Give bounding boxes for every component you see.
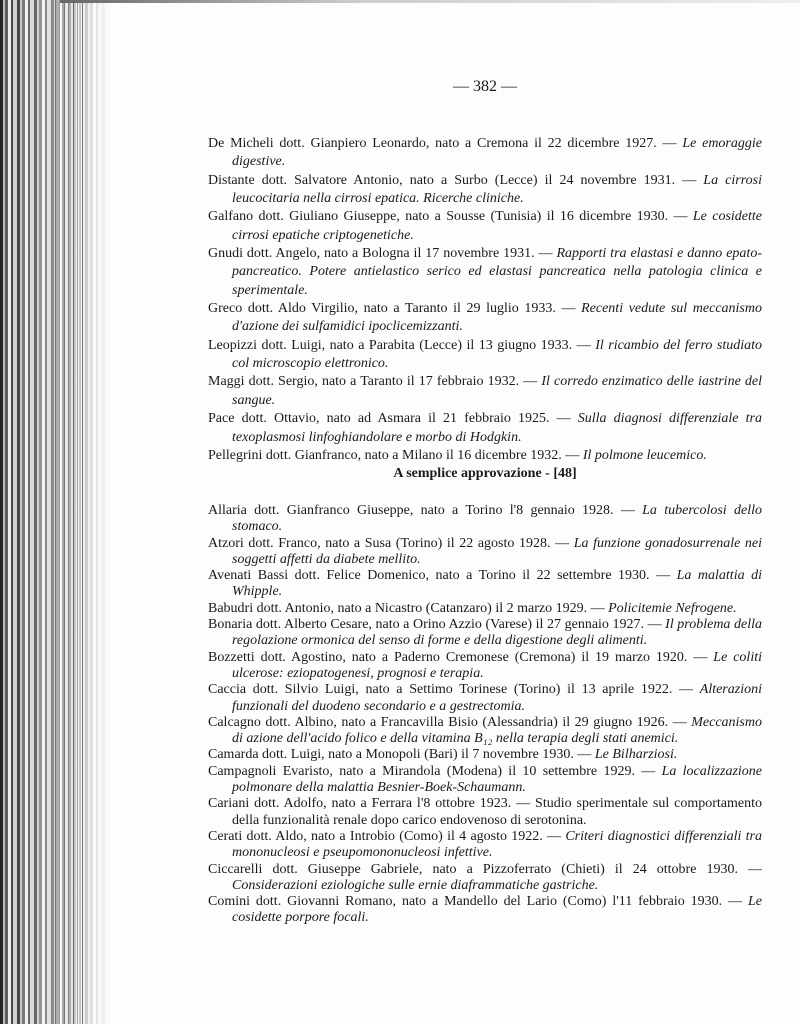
entry-author: Pace dott. Ottavio, nato ad Asmara il 21 febbraio 1925. — (208, 411, 578, 427)
list-entry (208, 208, 762, 245)
list-entry (208, 245, 762, 300)
page-top-edge (60, 0, 800, 3)
entry-author: Cerati dott. Aldo, nato a Introbio (Como) il 4 agosto 1922. — (208, 828, 566, 844)
entry-author: Distante dott. Salvatore Antonio, nato a Surbo (Lecce) il 24 novembre 1931. — (208, 172, 704, 188)
entry-author: Bozzetti dott. Agostino, nato a Paderno Cremonese (Cremona) il 19 marzo 1920. — (208, 649, 714, 665)
entry-thesis-title: Sulla diagnosi differenziale tra texoplasmosi linfoghiandolare e morbo di Hodgkin. (232, 411, 762, 445)
entry-thesis-title: Meccanismo di azione dell'acido folico e della vitamina B₁₂ nella terapia degli stati anemici. (232, 714, 762, 747)
entry-author: Babudri dott. Antonio, nato a Nicastro (Catanzaro) il 2 marzo 1929. — (208, 600, 609, 616)
entry-thesis-title: Criteri diagnostici differenziali tra mononucleosi e pseupomononucleosi infettive. (232, 828, 762, 861)
entry-author: Bonaria dott. Alberto Cesare, nato a Orino Azzio (Varese) il 27 gennaio 1927. — (208, 617, 666, 633)
entry-author: Camarda dott. Luigi, nato a Monopoli (Bari) il 7 novembre 1930. — (208, 747, 595, 763)
list-entry (208, 536, 762, 569)
list-entry (208, 447, 762, 465)
entry-thesis-title: La localizzazione polmonare della malattia Besnier-Boek-Schaumann. (232, 763, 762, 796)
entry-thesis-title: Il ricambio del ferro studiato col microscopio elettronico. (232, 337, 762, 372)
entry-thesis-title: Policitemie Nefrogene. (608, 600, 737, 616)
entry-thesis-title: La malattia di Whipple. (232, 568, 762, 600)
list-entry (208, 568, 762, 601)
entry-author: Calcagno dott. Albino, nato a Francavilla Bisio (Alessandria) il 29 giugno 1926. — (208, 714, 692, 730)
entry-thesis-title: Il problema della regolazione ormonica del senso di forme e della digestione degli alimenti. (232, 617, 763, 649)
entry-thesis-title: Le cosidette porpore focali. (232, 894, 762, 926)
entry-author: Caccia dott. Silvio Luigi, nato a Settimo Torinese (Torino) il 13 aprile 1922. — (208, 682, 700, 698)
list-entry (208, 764, 762, 797)
list-entry (208, 894, 762, 927)
entry-author: Cariani dott. Adolfo, nato a Ferrara l'8 ottobre 1923. — Studio sperimentale sul comportamento della funzionalità renale dopo carico endovenoso di serotonina. (208, 796, 762, 828)
list-entry (208, 682, 762, 715)
entry-author: Leopizzi dott. Luigi, nato a Parabita (Lecce) il 13 giugno 1933. — (208, 337, 596, 353)
entry-author: Allaria dott. Gianfranco Giuseppe, nato a Torino l'8 gennaio 1928. — (208, 503, 643, 518)
entry-thesis-title: Il corredo enzimatico delle iastrine del sangue. (232, 374, 762, 408)
entry-thesis-title: Il polmone leucemico. (582, 447, 707, 463)
list-entry (208, 503, 762, 536)
entry-thesis-title: Le Bilharziosi. (594, 747, 678, 763)
entry-author: Comini dott. Giovanni Romano, nato a Mandello del Lario (Como) l'11 febbraio 1930. — (208, 894, 748, 910)
entry-author: Ciccarelli dott. Giuseppe Gabriele, nato a Pizzoferrato (Chieti) il 24 ottobre 1930. — (208, 861, 762, 877)
list-entry (208, 796, 762, 829)
list-entry (208, 747, 762, 763)
entry-thesis-title: Rapporti tra elastasi e danno epato-pancreatico. Potere antielastico serico ed elastasi pancreatica nella patologia clinica e sperimentale. (232, 246, 762, 298)
list-entry (208, 715, 762, 748)
entry-author: Maggi dott. Sergio, nato a Taranto il 17 febbraio 1932. — (208, 374, 542, 390)
entry-thesis-title: La cirrosi leucocitaria nella cirrosi epatica. Ricerche cliniche. (232, 172, 762, 207)
entry-thesis-title: Recenti vedute sul meccanismo d'azione dei sulfamidici ipoclicemizzanti. (232, 301, 762, 335)
list-entry (208, 862, 762, 895)
list-entry (208, 337, 762, 374)
list-entry (208, 135, 762, 172)
list-entry (208, 410, 762, 447)
entry-thesis-title: Le cosidette cirrosi epatiche criptogenetiche. (232, 209, 762, 243)
list-entry (208, 829, 762, 862)
list-entry (208, 601, 762, 617)
entry-author: Pellegrini dott. Gianfranco, nato a Milano il 16 dicembre 1932. — (208, 447, 583, 463)
list-entry (208, 617, 762, 650)
entry-thesis-title: La tubercolosi dello stomaco. (232, 503, 762, 535)
entry-thesis-title: Considerazioni eziologiche sulle ernie diaframmatiche gastriche. (232, 877, 599, 893)
entry-author: Greco dott. Aldo Virgilio, nato a Taranto il 29 luglio 1933. — (208, 301, 582, 317)
entry-thesis-title: Alterazioni funzionali del duodeno secondario e a gestrectomia. (232, 682, 762, 714)
list-entry (208, 172, 762, 209)
entry-author: Galfano dott. Giuliano Giuseppe, nato a Sousse (Tunisia) il 16 dicembre 1930. — (208, 209, 693, 225)
list-entry (208, 300, 762, 337)
page-number: — 382 — (453, 78, 517, 95)
entry-author: Avenati Bassi dott. Felice Domenico, nato a Torino il 22 settembre 1930. — (208, 568, 677, 584)
book-binding-stripes (55, 0, 85, 1024)
list-entry (208, 373, 762, 410)
entry-thesis-title: Le coliti ulcerose: eziopatogenesi, prognosi e terapia. (232, 649, 762, 681)
entry-author: De Micheli dott. Gianpiero Leonardo, nato a Cremona il 22 dicembre 1927. — (208, 136, 683, 151)
entry-author: Campagnoli Evaristo, nato a Mirandola (Modena) il 10 settembre 1929. — (208, 763, 662, 779)
list-entry (208, 650, 762, 683)
entry-author: Atzori dott. Franco, nato a Susa (Torino) il 22 agosto 1928. — (208, 535, 574, 551)
graduates-list-honors (208, 135, 762, 465)
section-heading: A semplice approvazione - [48] (393, 466, 577, 481)
entry-thesis-title: Le emoraggie digestive. (232, 136, 762, 170)
entry-author: Gnudi dott. Angelo, nato a Bologna il 17 novembre 1931. — (208, 246, 557, 262)
entry-thesis-title: La funzione gonadosurrenale nei soggetti affetti da diabete mellito. (232, 535, 763, 567)
graduates-list-approval (208, 503, 762, 927)
